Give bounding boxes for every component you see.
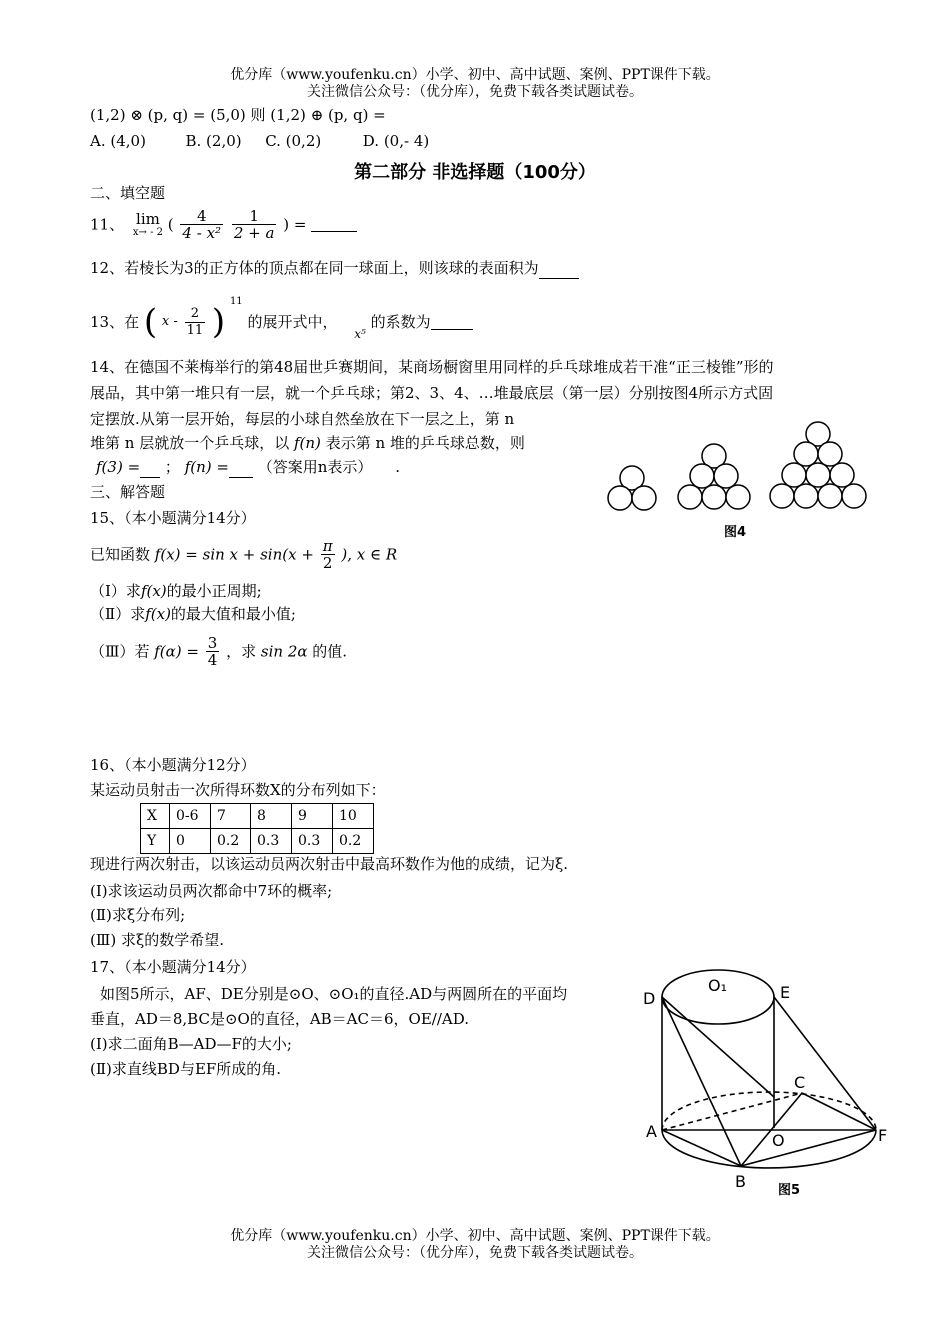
table-cell: Y [141, 829, 170, 854]
table-cell: 7 [211, 804, 251, 829]
q13-prefix: 13、在 [90, 313, 140, 331]
q11-frac2-num: 1 [232, 208, 277, 225]
point-d-label: D [643, 989, 656, 1008]
q11 [90, 208, 357, 241]
header-line-2: 关注微信公众号：（优分库），免费下载各类试题试卷。 [307, 84, 643, 100]
q14-line-1: 14、在德国不莱梅举行的第48届世乒赛期间，某商场橱窗里用同样的乒乓球堆成若干准“正三棱锥”形的 [90, 358, 774, 376]
figure-4 [600, 415, 880, 545]
q16-part-2: (Ⅱ)求ξ分布列; [90, 906, 186, 924]
q15-given-f: f(x) = sin x + sin(x + [154, 545, 314, 564]
q14-l4a: 堆第 n 层就放一个乒乓球，以 [90, 434, 290, 452]
q17-part-2: (Ⅱ)求直线BD与EF所成的角. [90, 1060, 282, 1078]
q13 [90, 292, 473, 344]
q13-mid: 的展开式中， [247, 313, 338, 331]
q11-open: ( [167, 215, 174, 234]
option-b: B. (2,0) [185, 132, 242, 150]
q13-frac-num: 2 [185, 306, 206, 323]
q16-after: 现进行两次射击，以该运动员两次射击中最高环数作为他的成绩，记为ξ. [90, 855, 569, 873]
q12 [90, 257, 579, 279]
q17-part-1: (I)求二面角B—AD—F的大小; [90, 1035, 292, 1053]
q11-frac2-den: 2 + a [233, 224, 275, 242]
table-cell: 0.2 [211, 829, 251, 854]
paren-left-icon: ( [143, 302, 158, 342]
paren-right-icon: ) [211, 302, 226, 342]
q17-head: 17、（本小题满分14分） [90, 958, 256, 976]
option-d: D. (0,- 4) [362, 132, 430, 150]
header-line-1: 优分库（www.youfenku.cn）小学、初中、高中试题、案例、PPT课件下载。 [230, 67, 720, 83]
table-cell: 9 [292, 804, 333, 829]
q11-num: 11、 [90, 215, 125, 234]
q15-p3b: ，求 [226, 642, 257, 661]
q15-head: 15、（本小题满分14分） [90, 509, 256, 527]
q15-p2b: 的最大值和最小值; [170, 605, 296, 623]
table-cell: X [141, 804, 170, 829]
q15-part-1 [90, 580, 262, 602]
q14-sep: ； [164, 458, 180, 476]
figure-4-label: 图4 [724, 525, 747, 540]
q10-options [90, 130, 429, 152]
q15-p2a: （Ⅱ）求 [90, 605, 146, 623]
pile-2-icon [678, 444, 750, 509]
q10-stem: (1,2) ⊗ (p, q) = (5,0) 则 (1,2) ⊕ (p, q) = [90, 106, 386, 124]
table-cell: 8 [251, 804, 292, 829]
q15-part-3 [90, 635, 347, 668]
table-cell: 10 [333, 804, 374, 829]
point-b-label: B [735, 1172, 746, 1191]
q14-line-2: 展品，其中第一堆只有一层，就一个乒乓球；第2、3、4、…堆最底层（第一层）分别按图4所示方式固 [90, 384, 774, 402]
q11-frac1-den: 4 - x² [182, 224, 222, 242]
q15-given-b: ), x ∈ R [341, 545, 398, 564]
q15-p1b: 的最小正周期; [166, 582, 262, 600]
q14-blank-1 [140, 461, 160, 478]
q15-part-2 [90, 603, 296, 625]
q14-line-4 [90, 432, 525, 454]
q17-line-1: 如图5所示，AF、DE分别是⊙O、⊙O₁的直径.AD与两圆所在的平面均 [100, 985, 568, 1003]
q15-pi: π [322, 537, 333, 555]
point-f-label: F [878, 1126, 888, 1145]
point-c-label: C [794, 1073, 806, 1092]
table-cell: 0-6 [170, 804, 211, 829]
q11-close: ) = [283, 215, 307, 234]
q13-frac-den: 11 [186, 322, 204, 338]
q16-part-3: (Ⅲ) 求ξ的数学希望. [90, 931, 224, 949]
table-row [141, 804, 374, 829]
q15-p3a: （Ⅲ）若 [90, 642, 150, 661]
point-e-label: E [780, 983, 791, 1002]
q14-f3: f(3) = [96, 458, 141, 476]
q15-p2f: f(x) [145, 605, 171, 623]
q11-lim: lim [136, 210, 160, 228]
q14-answer-note: （答案用n表示） [257, 458, 373, 476]
table-cell: 0.3 [251, 829, 292, 854]
q14-l4f: f(n) [293, 434, 321, 452]
q17-line-2: 垂直，AD＝8,BC是⊙O的直径，AB＝AC＝6，OE//AD. [90, 1010, 469, 1028]
point-a-label: A [646, 1122, 657, 1141]
section-fill-blank: 二、填空题 [90, 184, 166, 202]
q14-line-3: 定摆放.从第一层开始，每层的小球自然垒放在下一层之上，第 n [90, 410, 515, 428]
q11-blank [311, 217, 357, 232]
q15-p1f: f(x) [140, 582, 167, 600]
q15-p3g: sin 2α [260, 642, 308, 661]
point-o1-label: O₁ [708, 976, 728, 995]
q13-x: x - [161, 314, 178, 329]
option-a: A. (4,0) [90, 132, 146, 150]
part2-title: 第二部分 非选择题（100分） [354, 162, 596, 183]
q13-blank [431, 315, 473, 330]
option-c: C. (0,2) [265, 132, 322, 150]
q16-head: 16、（本小题满分12分） [90, 756, 256, 774]
q16-part-1: (I)求该运动员两次都命中7环的概率; [90, 882, 333, 900]
q13-suffix: 的系数为 [370, 313, 431, 331]
q12-blank [539, 262, 579, 279]
figure-5 [630, 960, 900, 1205]
section-solve: 三、解答题 [90, 483, 166, 501]
distribution-table [140, 803, 374, 854]
q13-term: x⁵ [354, 327, 366, 341]
q14-line-5 [96, 456, 400, 478]
q15-two: 2 [322, 554, 333, 572]
q15-given [90, 538, 397, 571]
q15-p3d: 4 [207, 651, 218, 669]
q14-period: . [395, 458, 400, 476]
pile-1-icon [608, 466, 656, 510]
q11-frac1-num: 4 [180, 208, 223, 225]
footer-line-2: 关注微信公众号：（优分库），免费下载各类试题试卷。 [307, 1245, 643, 1261]
q15-given-a: 已知函数 [90, 545, 151, 564]
table-row [141, 829, 374, 854]
q15-p3c: 的值. [312, 642, 348, 661]
pile-3-icon [770, 422, 866, 508]
footer-line-1: 优分库（www.youfenku.cn）小学、初中、高中试题、案例、PPT课件下载。 [230, 1228, 720, 1244]
q15-p1a: （Ⅰ）求 [90, 582, 141, 600]
q11-lim-sub: x→ - 2 [132, 227, 163, 238]
q15-p3f: f(α) = [154, 642, 199, 661]
table-cell: 0.2 [333, 829, 374, 854]
q14-blank-2 [229, 461, 253, 478]
q14-fn: f(n) = [184, 458, 229, 476]
table-cell: 0.3 [292, 829, 333, 854]
q15-p3n: 3 [207, 634, 218, 652]
q13-exp: 11 [229, 296, 243, 307]
figure-5-label: 图5 [778, 1183, 801, 1198]
q12-text: 12、若棱长为3的正方体的顶点都在同一球面上，则该球的表面积为 [90, 259, 539, 277]
q14-l4b: 表示第 n 堆的乒乓球总数，则 [325, 434, 525, 452]
q16-intro: 某运动员射击一次所得环数X的分布列如下： [90, 781, 386, 799]
table-cell: 0 [170, 829, 211, 854]
point-o-label: O [772, 1131, 785, 1150]
